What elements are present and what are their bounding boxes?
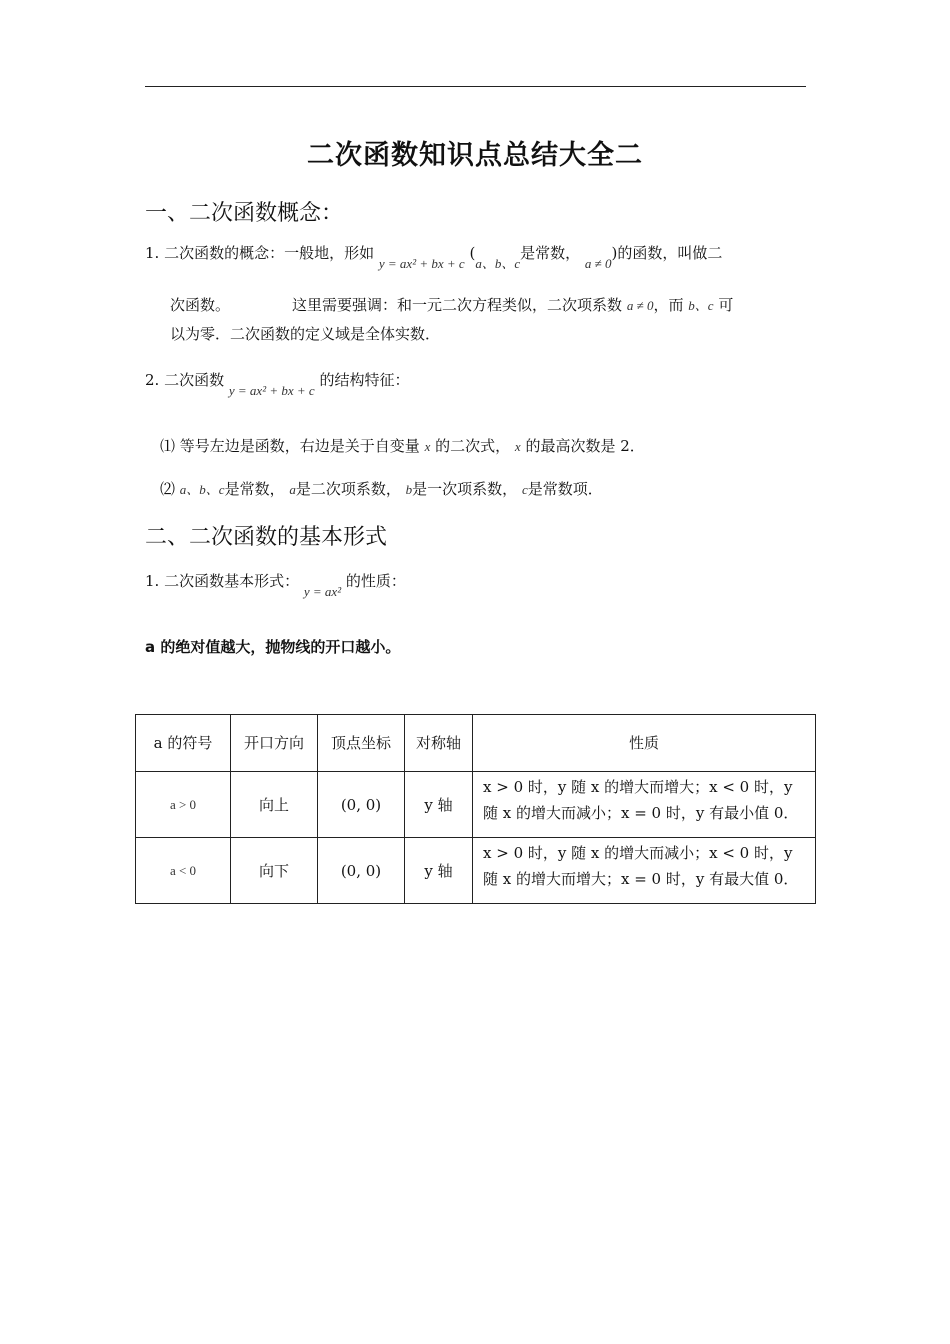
header-sign: a 的符号 [136,715,231,772]
cell-axis: y 轴 [405,772,473,838]
note-absolute-a: a 的绝对值越大，抛物线的开口越小。 [145,638,401,656]
structure-item-1: ⑴ 等号左边是函数，右边是关于自变量 x 的二次式， x 的最高次数是 2． [160,437,645,455]
cell-sign: a > 0 [136,772,231,838]
cell-opening: 向上 [231,772,318,838]
formula-basic: y = ax² [303,584,342,599]
cell-vertex: (0, 0) [318,772,405,838]
cell-opening: 向下 [231,838,318,904]
page-title: 二次函数知识点总结大全二 [307,140,643,171]
cell-sign: a < 0 [136,838,231,904]
section2-heading: 二、二次函数的基本形式 [145,525,388,550]
header-opening: 开口方向 [231,715,318,772]
section1-heading: 一、二次函数概念： [145,201,344,226]
structure-item-2: ⑵ a、b、c是常数， a是二次项系数， b是一次项系数， c是常数项． [160,480,603,498]
header-vertex: 顶点坐标 [318,715,405,772]
properties-table [135,714,816,904]
header-axis: 对称轴 [405,715,473,772]
concept-paragraph-line2: 次函数。 这里需要强调：和一元二次方程类似，二次项系数 a ≠ 0，而 b、c 可 [170,296,734,314]
table-row [136,838,816,904]
concept-paragraph-line3: 以为零．二次函数的定义域是全体实数． [170,325,441,343]
cell-properties: x > 0 时，y 随 x 的增大而减小；x < 0 时，y 随 x 的增大而增大；x = 0 时，y 有最大值 0． [473,838,816,904]
structure-paragraph: 2. 二次函数 y = ax² + bx + c 的结构特征： [145,371,410,398]
condition-a-nonzero: a ≠ 0 [584,256,612,271]
basic-form-paragraph: 1. 二次函数基本形式： y = ax² 的性质： [145,572,406,599]
formula-general-2: y = ax² + bx + c [228,383,315,398]
formula-general: y = ax² + bx + c [378,256,465,271]
cell-vertex: (0, 0) [318,838,405,904]
table-header-row [136,715,816,772]
header-properties: 性质 [473,715,816,772]
cell-axis: y 轴 [405,838,473,904]
concept-paragraph-line1: 1. 二次函数的概念：一般地，形如 y = ax² + bx + c (a、b、c是常数， a ≠ 0)的函数，叫做二 [145,244,723,271]
table-row [136,772,816,838]
header-rule [145,86,806,87]
cell-properties: x > 0 时，y 随 x 的增大而增大；x < 0 时，y 随 x 的增大而减小；x = 0 时，y 有最小值 0． [473,772,816,838]
